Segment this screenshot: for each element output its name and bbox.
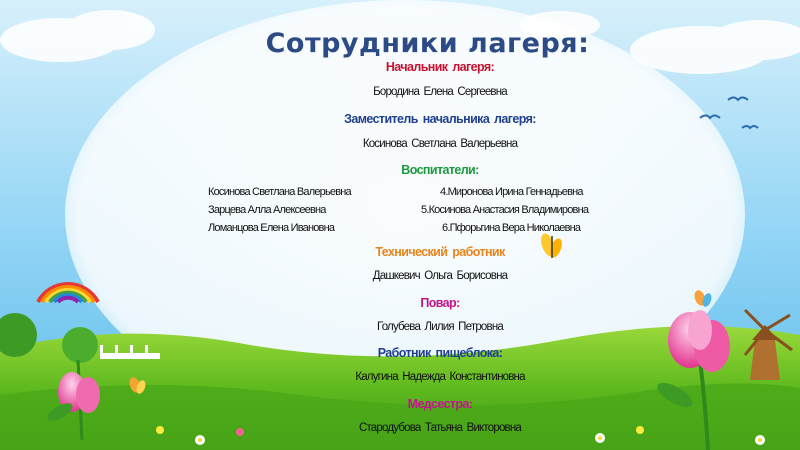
educator-3: Ломанцова Елена Ивановна [208, 222, 335, 234]
kitchen-worker-name: Калугина Надежда Константиновна [355, 371, 525, 383]
technical-worker-name: Дашкевич Ольга Борисовна [372, 270, 508, 282]
heading-cook: Повар: [420, 296, 460, 310]
heading-technical-worker: Технический работник [375, 245, 505, 259]
deputy-director-name: Косинова Светлана Валерьевна [362, 138, 518, 150]
heading-nurse: Медсестра: [407, 397, 473, 411]
camp-director-name: Бородина Елена Сергеевна [373, 86, 507, 98]
heading-educators: Воспитатели: [401, 163, 479, 177]
educator-5: 5.Косинова Анастасия Владимировна [421, 204, 589, 216]
heading-camp-director: Начальник лагеря: [385, 60, 495, 74]
nurse-name: Стародубова Татьяна Викторовна [358, 422, 522, 434]
page-title: Сотрудники лагеря: [265, 28, 590, 59]
educator-4: 4.Миронова Ирина Геннадьевна [440, 186, 583, 198]
heading-deputy-director: Заместитель начальника лагеря: [344, 112, 536, 126]
cook-name: Голубева Лилия Петровна [377, 321, 503, 333]
educator-1: Косинова Светлана Валерьевна [208, 186, 351, 198]
educator-6: 6.Пфорьгина Вера Николаевна [442, 222, 581, 234]
educator-2: Зарцева Алла Алексеевна [208, 204, 326, 216]
heading-kitchen-worker: Работник пищеблока: [377, 346, 503, 360]
